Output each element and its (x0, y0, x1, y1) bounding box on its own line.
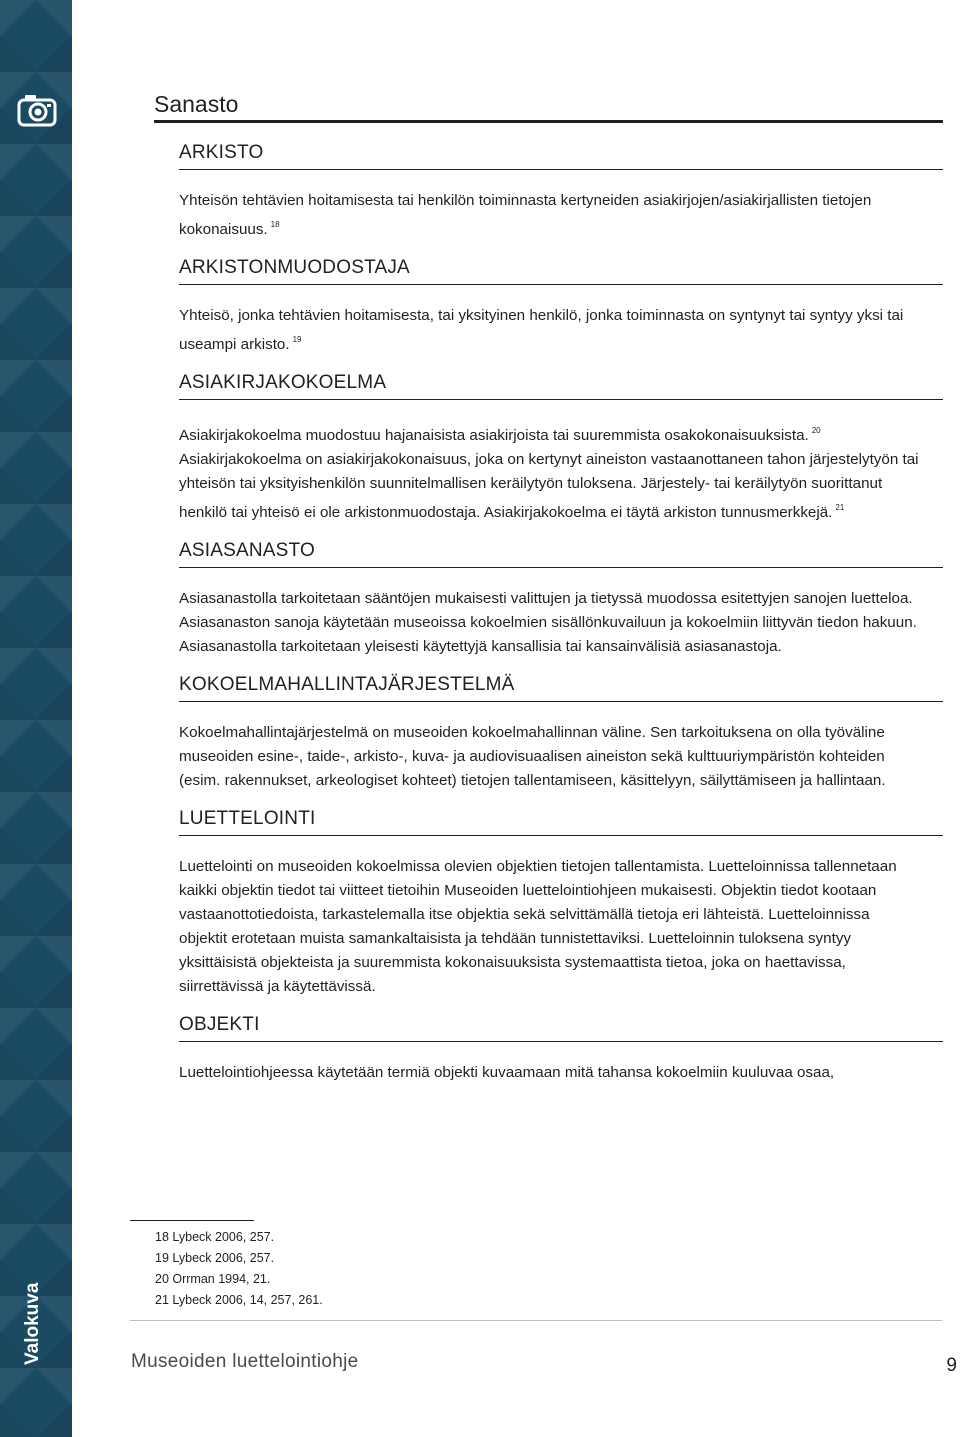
glossary-entry (179, 1014, 943, 1085)
glossary-entry (179, 540, 943, 659)
glossary-term: ARKISTONMUODOSTAJA (179, 257, 943, 285)
glossary-entries (179, 142, 943, 1100)
sidebar-label: Valokuva (22, 1282, 43, 1365)
footnote-ref: 20 (811, 426, 821, 435)
footnote: 21 Lybeck 2006, 14, 257, 261. (155, 1293, 323, 1307)
footnotes (155, 1227, 323, 1311)
footnote: 18 Lybeck 2006, 257. (155, 1230, 275, 1244)
footnote: 20 Orrman 1994, 21. (155, 1272, 271, 1286)
glossary-entry (179, 674, 943, 793)
glossary-definition: Yhteisön tehtävien hoitamisesta tai henkilön toiminnasta kertyneiden asiakirjojen/asiakirjallisten tietojen kokonaisuus. $^{18}$ (179, 192, 872, 238)
glossary-term: KOKOELMAHALLINTAJÄRJESTELMÄ (179, 674, 943, 702)
footnote-ref: 21 (835, 503, 845, 512)
glossary-term: ARKISTO (179, 142, 943, 170)
footnote: 19 Lybeck 2006, 257. (155, 1251, 275, 1265)
glossary-entry (179, 142, 943, 242)
glossary-term: ASIAKIRJAKOKOELMA (179, 372, 943, 400)
glossary-definition: Asiasanastolla tarkoitetaan sääntöjen mukaisesti valittujen ja tietyssä muodossa esitettyjen sanojen luetteloa. Asiasanaston sanoja käytetään museoissa kokoelmien sisällönkuvailuun ja kokoelmiin liittyvän tiedon hakuun. Asiasanastolla tarkoitetaan yleisesti käytettyjä kansallisia tai kansainvälisiä asiasanastoja. (179, 590, 917, 655)
glossary-entry (179, 257, 943, 357)
glossary-term: OBJEKTI (179, 1014, 943, 1042)
sidebar (0, 0, 72, 1437)
glossary-definition: Luettelointi on museoiden kokoelmissa olevien objektien tietojen tallentamista. Luetteloinnissa tallennetaan kaikki objektin tiedot tai viitteet tietoihin Museoiden luettelointiohjeen mukaisesti. Objektin tiedot kootaan vastaanottotiedoista, tarkastelemalla itse objektia sekä selvittämällä tietoja eri lähteistä. Luetteloinnissa objektit erotetaan muista samankaltaisista ja tehdään tunnistettaviksi. Luetteloinnin tuloksena syntyy yksittäisistä objekteista ja suuremmista kokonaisuuksista systemaattista tietoa, joka on haettavissa, siirrettävissä ja käytettävissä. (179, 858, 897, 995)
title-divider (154, 120, 943, 123)
glossary-entry (179, 808, 943, 999)
glossary-definition: Kokoelmahallintajärjestelmä on museoiden kokoelmahallinnan väline. Sen tarkoituksena on olla työväline museoiden esine-, taide-, arkisto-, kuva- ja audiovisuaalisen aineiston sekä kulttuuriympäristön kohteiden (esim. rakennukset, arkeologiset kohteet) tietojen tallentamiseen, käsittelyyn, säilyttämiseen ja hallintaan. (179, 724, 886, 789)
footer-divider (130, 1320, 942, 1321)
footnote-ref: 18 (270, 220, 280, 229)
camera-icon (17, 92, 57, 128)
glossary-definition: Yhteisö, jonka tehtävien hoitamisesta, tai yksityinen henkilö, jonka toiminnasta on syntynyt tai syntyy yksi tai useampi arkisto. $^{19}$ (179, 307, 904, 353)
glossary-entry (179, 372, 943, 525)
footer-title: Museoiden luettelointiohje (131, 1351, 359, 1372)
footnote-divider (130, 1220, 254, 1221)
glossary-term: LUETTELOINTI (179, 808, 943, 836)
glossary-term: ASIASANASTO (179, 540, 943, 568)
footnote-ref: 19 (292, 335, 302, 344)
glossary-definition: Luettelointiohjeessa käytetään termiä objekti kuvaamaan mitä tahansa kokoelmiin kuuluvaa osaa, (179, 1064, 835, 1081)
page-title: Sanasto (154, 91, 239, 117)
glossary-definition: Asiakirjakokoelma muodostuu hajanaisista asiakirjoista tai suuremmista osakokonaisuuksista. $^{20}$ Asiakirjakokoelma on asiakirjakokonaisuus, joka on kertynyt aineiston vastaanottaneen tahon järjestelytyön tai yhteisön tai yksityishenkilön suunnitelmallisen keräilytyön tuloksena. Järjestely- tai keräilytyön suorittanut henkilö tai yhteisö ei ole arkistonmuodostaja. Asiakirjakokoelma ei täytä arkiston tunnusmerkkejä. $^{21}$ (179, 426, 919, 521)
page-number: 9 (946, 1355, 957, 1376)
